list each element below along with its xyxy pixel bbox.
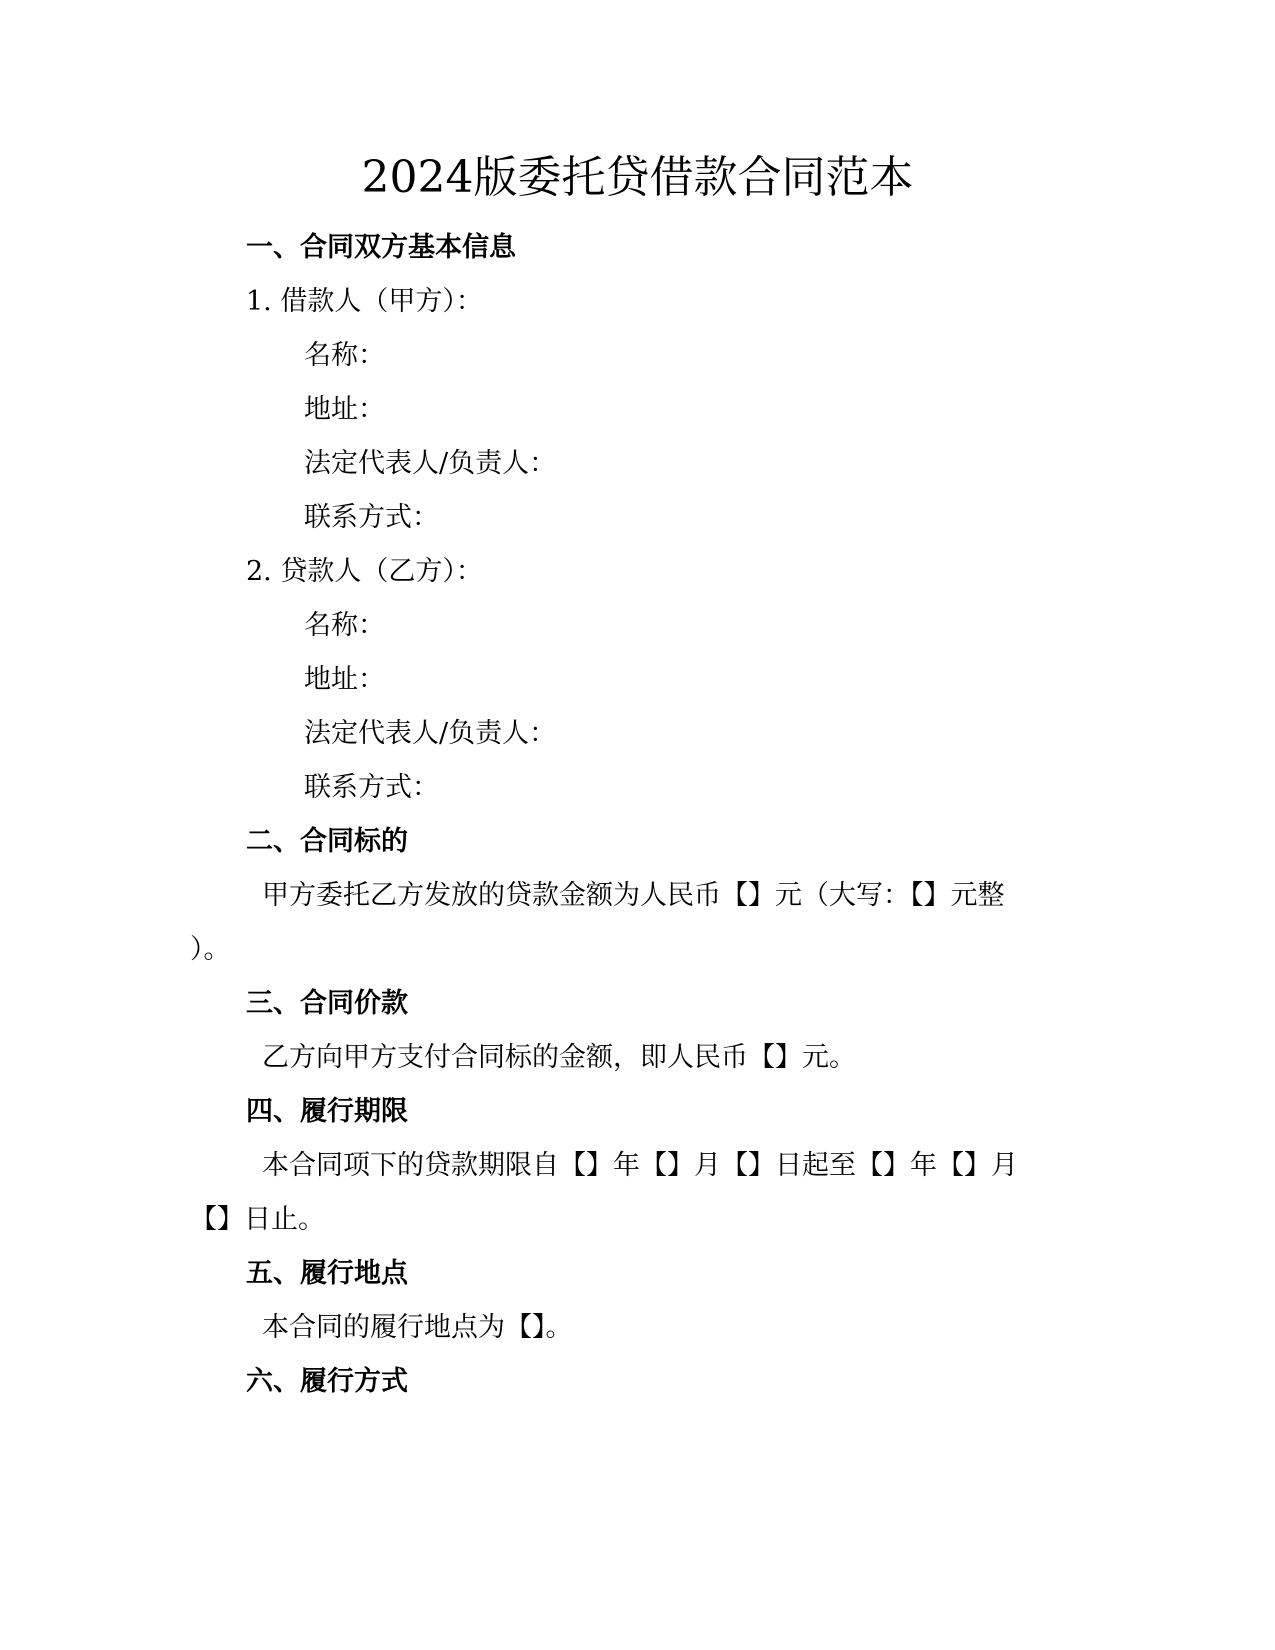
section-3-text: 乙方向甲方支付合同标的金额，即人民币【】元。 [262, 1042, 856, 1073]
document-title: 2024版委托贷借款合同范本 [361, 152, 914, 203]
section-4-text-line-2: 【】日止。 [190, 1204, 325, 1235]
section-5-text: 本合同的履行地点为【】。 [262, 1312, 573, 1343]
section-4-heading: 四、履行期限 [246, 1096, 408, 1127]
lender-address-field: 地址： [304, 664, 385, 695]
lender-representative-field: 法定代表人/负责人： [304, 718, 557, 749]
lender-name-field: 名称： [304, 610, 385, 641]
section-2-text-line-1: 甲方委托乙方发放的贷款金额为人民币【】元（大写：【】元整 [262, 880, 1005, 911]
borrower-name-field: 名称： [304, 340, 385, 371]
borrower-contact-field: 联系方式： [304, 502, 439, 533]
section-3-heading: 三、合同价款 [246, 988, 408, 1019]
section-5-heading: 五、履行地点 [246, 1258, 408, 1289]
section-6-heading: 六、履行方式 [246, 1366, 408, 1397]
lender-contact-field: 联系方式： [304, 772, 439, 803]
borrower-address-field: 地址： [304, 394, 385, 425]
borrower-label: 1. 借款人（甲方）： [246, 286, 483, 317]
lender-label: 2. 贷款人（乙方）： [246, 556, 483, 587]
section-1-heading: 一、合同双方基本信息 [246, 232, 516, 263]
section-2-heading: 二、合同标的 [246, 826, 408, 857]
borrower-representative-field: 法定代表人/负责人： [304, 448, 557, 479]
section-4-text-line-1: 本合同项下的贷款期限自【】年【】月【】日起至【】年【】月 [262, 1150, 1018, 1181]
section-2-text-line-2: ）。 [190, 934, 231, 965]
